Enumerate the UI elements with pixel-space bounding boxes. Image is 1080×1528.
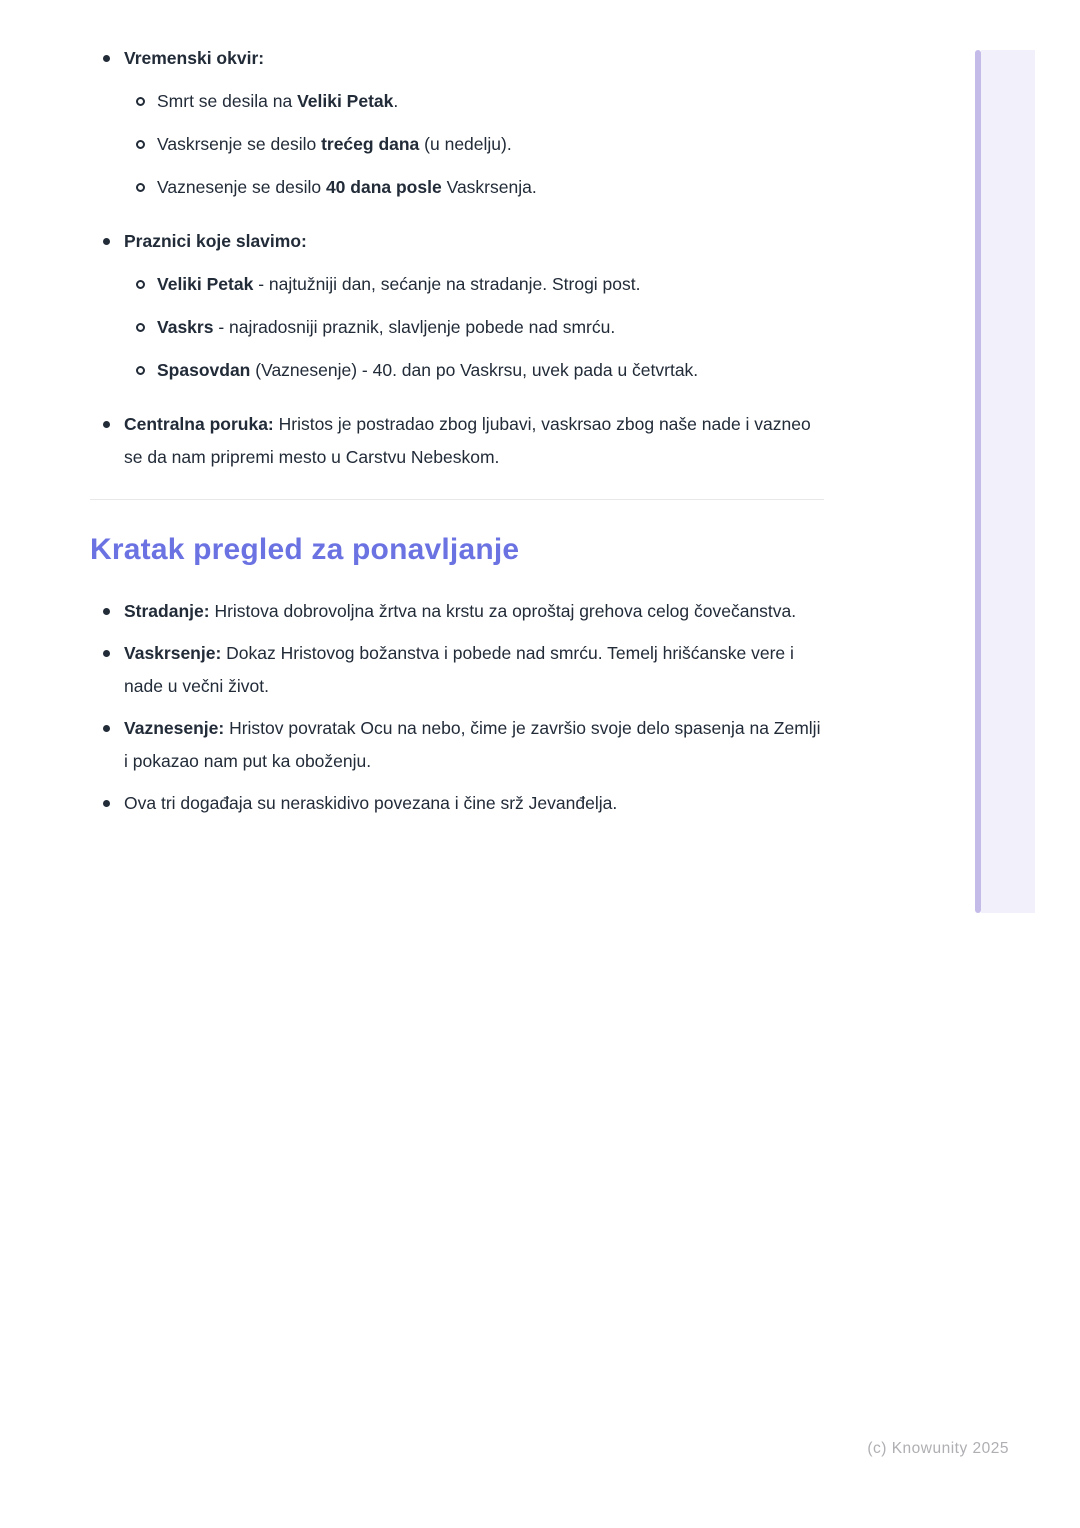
list-item — [90, 712, 824, 778]
bullet-dot-icon — [103, 650, 110, 657]
list-item-text — [124, 42, 824, 75]
list-item — [90, 787, 824, 820]
bullet-circle-icon — [136, 280, 145, 289]
list-item — [90, 225, 824, 258]
section-heading: Kratak pregled za ponavljanje — [90, 533, 520, 566]
list-item-title: Vremenski okvir: — [124, 48, 265, 68]
document-content — [90, 42, 824, 829]
list-item — [90, 42, 824, 75]
bullet-dot-icon — [103, 608, 110, 615]
list-item-text: Veliki Petak - najtužniji dan, sećanje na stradanje. Strogi post. — [157, 274, 641, 294]
list-item — [90, 268, 824, 301]
list-item-text: Ova tri događaja su neraskidivo povezana i čine srž Jevanđelja. — [124, 793, 618, 813]
list-item-title: Praznici koje slavimo: — [124, 231, 307, 251]
list-item-text: Smrt se desila na Veliki Petak. — [157, 91, 399, 111]
scrollbar — [975, 50, 1035, 913]
section-divider — [90, 499, 824, 500]
bullet-dot-icon — [103, 725, 110, 732]
bullet-circle-icon — [136, 140, 145, 149]
bullet-dot-icon — [103, 55, 110, 62]
list-item-text: Vaskrsenje se desilo trećeg dana (u nedelju). — [157, 134, 512, 154]
bullet-circle-icon — [136, 183, 145, 192]
list-item-text: Centralna poruka: Hristos je postradao zbog ljubavi, vaskrsao zbog naše nade i vazneo se da nam pripremi mesto u Carstvu Nebeskom. — [124, 414, 811, 467]
scrollbar-track[interactable] — [981, 50, 1035, 913]
list-item-text: Spasovdan (Vaznesenje) - 40. dan po Vaskrsu, uvek pada u četvrtak. — [157, 360, 699, 380]
list-item — [90, 637, 824, 703]
list-item-text: Stradanje: Hristova dobrovoljna žrtva na krstu za oproštaj grehova celog čovečanstva. — [124, 601, 797, 621]
list-item-text: Vaskrsenje: Dokaz Hristovog božanstva i pobede nad smrću. Temelj hrišćanske vere i nade u večni život. — [124, 643, 794, 696]
list-group-holidays — [90, 225, 824, 387]
copyright-text: (c) Knowunity 2025 — [867, 1440, 1009, 1457]
list-item — [90, 354, 824, 387]
list-group-timeline — [90, 42, 824, 204]
list-item — [90, 311, 824, 344]
list-item — [90, 85, 824, 118]
list-item-text — [124, 225, 824, 258]
list-item-text: Vaznesenje: Hristov povratak Ocu na nebo, čime je završio svoje delo spasenja na Zemlji i pokazao nam put ka oboženju. — [124, 718, 821, 771]
bullet-dot-icon — [103, 238, 110, 245]
review-list — [90, 595, 824, 820]
list-group-central-message — [90, 408, 824, 474]
list-item — [90, 595, 824, 628]
bullet-circle-icon — [136, 97, 145, 106]
bullet-dot-icon — [103, 421, 110, 428]
list-item — [90, 408, 824, 474]
bullet-circle-icon — [136, 323, 145, 332]
list-item — [90, 171, 824, 204]
bullet-circle-icon — [136, 366, 145, 375]
bullet-dot-icon — [103, 800, 110, 807]
list-item-text: Vaznesenje se desilo 40 dana posle Vaskrsenja. — [157, 177, 537, 197]
list-item — [90, 128, 824, 161]
list-item-text: Vaskrs - najradosniji praznik, slavljenje pobede nad smrću. — [157, 317, 616, 337]
